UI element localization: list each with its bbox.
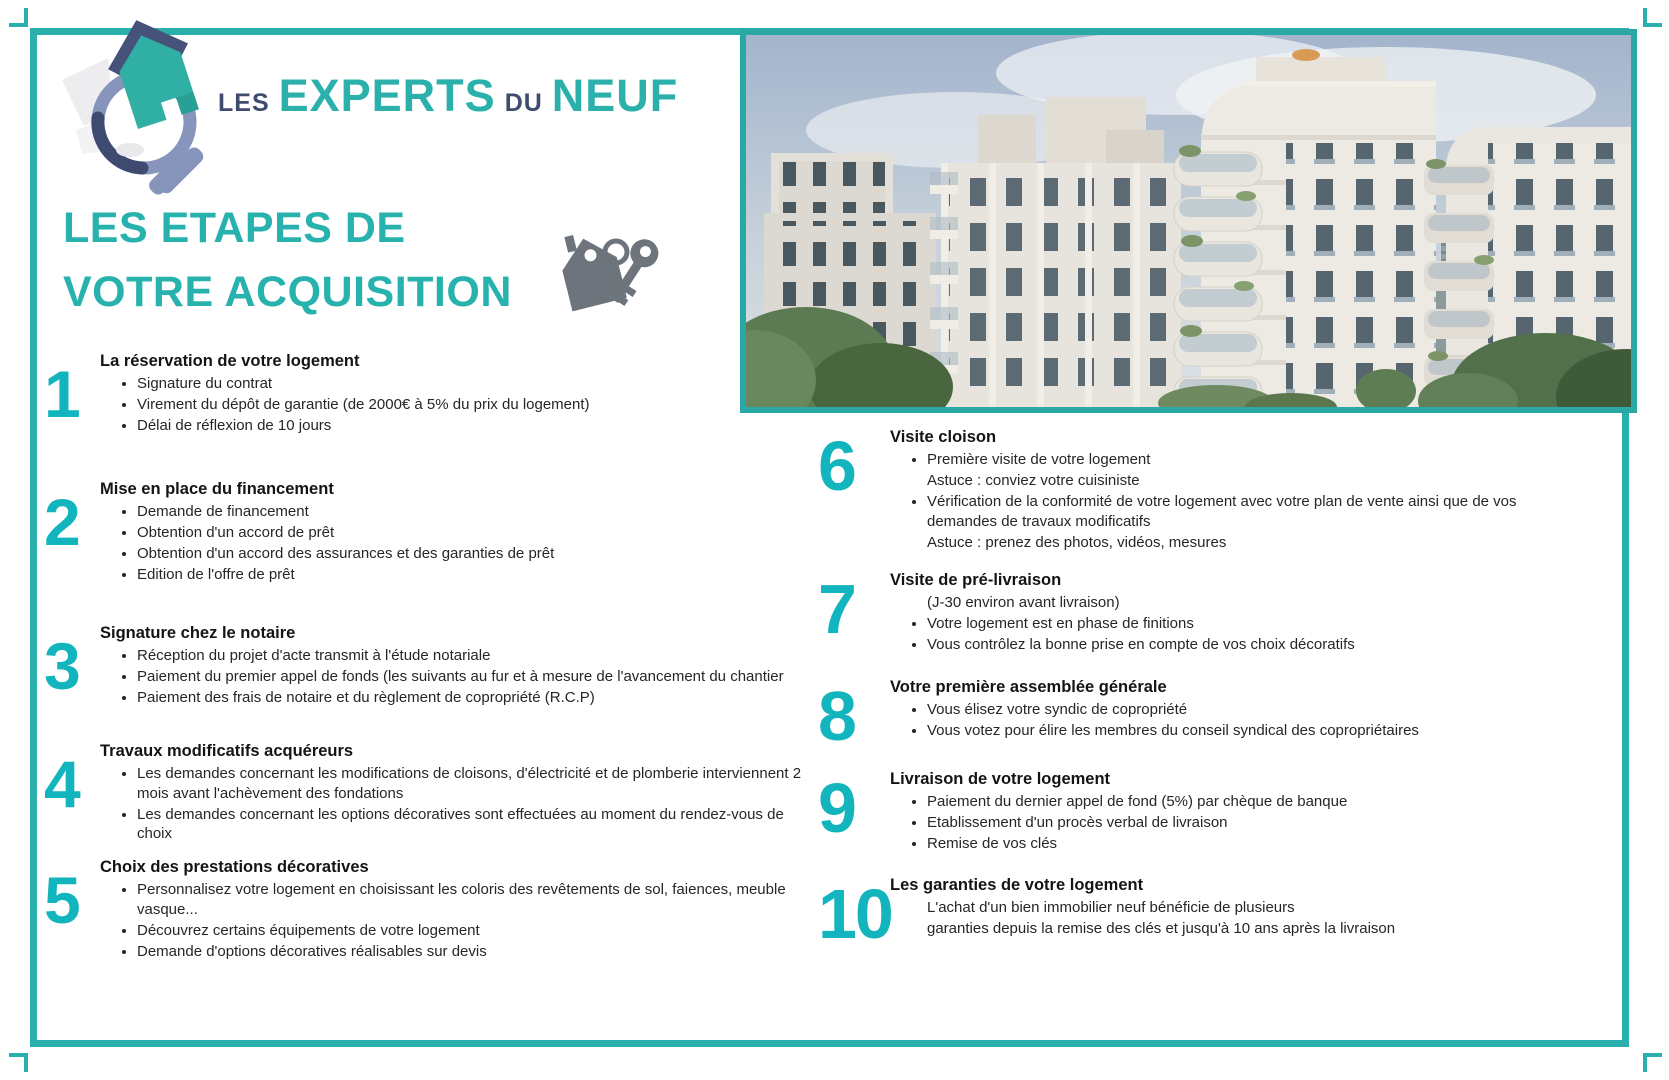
step-8 [818,677,1550,755]
corner-mark-top-right [1643,8,1662,27]
step-number: 8 [818,677,855,755]
step-title: Votre première assemblée générale [890,678,1167,696]
step-items [890,450,1550,552]
brand-du: DU [504,89,543,117]
step-item: • Première visite de votre logement [927,450,1550,470]
step-items [890,700,1550,741]
step-7 [818,571,1550,656]
step-items [890,898,1550,939]
step-item: • Vous votez pour élire les membres du conseil syndical des copropriétaires [927,721,1550,741]
step-item: • Découvrez certains équipements de votre logement [137,921,822,941]
step-title: La réservation de votre logement [100,352,360,370]
step-items [100,502,822,585]
step-item: • Remise de vos clés [927,834,1550,854]
step-title: Visite de pré-livraison [890,571,1062,589]
step-item: Astuce : conviez votre cuisiniste [927,472,1140,490]
corner-mark-bottom-left [9,1053,28,1072]
step-item: • Paiement du premier appel de fonds (les suivants au fur et à mesure de l'avancement du chantier [137,667,822,687]
step-title: Choix des prestations décoratives [100,858,369,876]
brand-wordmark [218,70,678,122]
step-item: • Les demandes concernant les modifications de cloisons, d'électricité et de plomberie interviennent 2 mois avant l'achèvement des fondations [137,764,822,803]
step-number: 6 [818,427,855,505]
step-item: • Signature du contrat [137,374,822,394]
page-title-line2: VOTRE ACQUISITION [63,268,512,316]
step-item: • Demande de financement [137,502,822,522]
step-items [100,880,822,961]
step-items [100,646,822,708]
step-title: Livraison de votre logement [890,770,1111,788]
step-item: • Edition de l'offre de prêt [137,565,822,585]
step-item: • Délai de réflexion de 10 jours [137,416,822,436]
step-number: 1 [44,357,79,431]
house-keys-icon [552,216,677,318]
step-1 [44,352,822,437]
step-items [890,593,1550,655]
step-number: 3 [44,629,79,703]
step-item: (J-30 environ avant livraison) [927,594,1120,611]
page-title [63,196,512,324]
step-item: • Les demandes concernant les options décoratives sont effectuées au moment du rendez-vous de choix [137,805,822,844]
step-item: • Personnalisez votre logement en choisissant les coloris des revêtements de sol, faiences, meuble vasque... [137,880,822,919]
house-magnifier-logo-icon [52,0,242,195]
step-5 [44,858,822,963]
step-item: • Etablissement d'un procès verbal de livraison [927,813,1550,833]
step-items [890,792,1550,854]
step-title: Les garanties de votre logement [890,876,1144,894]
brand-neuf: NEUF [551,70,679,121]
step-items [100,764,822,844]
step-item: • Obtention d'un accord des assurances et des garanties de prêt [137,544,822,564]
step-items [100,374,822,436]
brand-les: LES [218,89,270,117]
step-item: • Paiement des frais de notaire et du règlement de copropriété (R.C.P) [137,688,822,708]
step-item: • Demande d'options décoratives réalisables sur devis [137,942,822,962]
building-photo [740,29,1637,413]
step-item: garanties depuis la remise des clés et jusqu'à 10 ans après la livraison [927,920,1396,938]
step-title: Mise en place du financement [100,480,334,498]
step-item: • Votre logement est en phase de finitions [927,614,1550,634]
step-3 [44,624,822,709]
step-item: • Vous élisez votre syndic de copropriété [927,700,1550,720]
step-number: 9 [818,769,855,847]
step-item: • Obtention d'un accord de prêt [137,523,822,543]
step-title: Visite cloison [890,428,997,446]
step-item: • Paiement du dernier appel de fond (5%) par chèque de banque [927,792,1550,812]
step-item: • Virement du dépôt de garantie (de 2000€ à 5% du prix du logement) [137,395,822,415]
step-title: Travaux modificatifs acquéreurs [100,742,354,760]
step-2 [44,480,822,586]
step-number: 10 [818,875,892,953]
step-item: • Vous contrôlez la bonne prise en compte de vos choix décoratifs [927,635,1550,655]
step-number: 5 [44,863,79,937]
brand-experts: EXPERTS [278,70,496,121]
step-6 [818,428,1550,554]
step-number: 7 [818,570,855,648]
corner-mark-top-left [9,8,28,27]
corner-mark-bottom-right [1643,1053,1662,1072]
step-number: 2 [44,485,79,559]
step-item: L'achat d'un bien immobilier neuf bénéficie de plusieurs [927,899,1295,916]
step-9 [818,770,1550,855]
step-10 [818,875,1550,953]
step-title: Signature chez le notaire [100,624,296,642]
step-4 [44,742,822,845]
step-item: Astuce : prenez des photos, vidéos, mesures [927,533,1227,551]
page-title-line1: LES ETAPES DE [63,204,406,252]
step-number: 4 [44,747,79,821]
step-item: • Réception du projet d'acte transmit à l'étude notariale [137,646,822,666]
step-item: • Vérification de la conformité de votre logement avec votre plan de vente ainsi que de vos demandes de travaux modificatifs [927,492,1550,531]
